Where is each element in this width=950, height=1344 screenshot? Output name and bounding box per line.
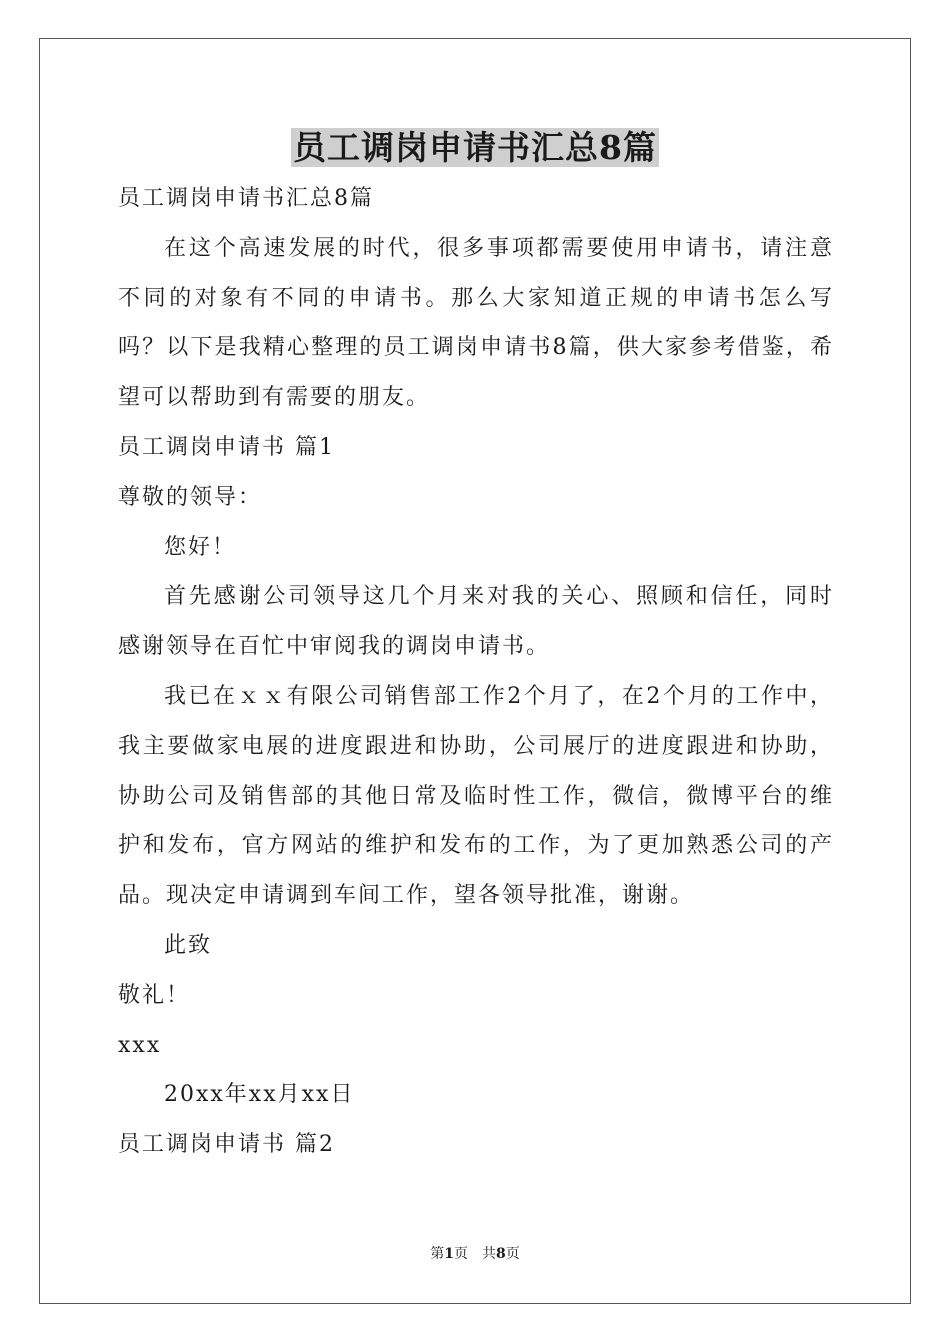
greeting: 您好！ — [164, 534, 237, 560]
document-body — [118, 174, 834, 1170]
body-paragraph-1: 首先感谢公司领导这几个月来对我的关心、照顾和信任，同时感谢领导在百忙中审阅我的调岗申请书。 — [118, 584, 834, 660]
page-current: 1 — [444, 1246, 454, 1262]
page-prefix: 第 — [430, 1246, 445, 1262]
section-heading-1: 员工调岗申请书 篇1 — [118, 434, 335, 460]
document-subtitle: 员工调岗申请书汇总8篇 — [118, 186, 374, 211]
page-total: 8 — [496, 1246, 506, 1262]
document-title — [0, 124, 950, 172]
page-footer — [0, 1244, 950, 1264]
total-prefix: 共 — [482, 1246, 496, 1262]
page-suffix: 页 — [454, 1246, 468, 1262]
document-title-text: 员工调岗申请书汇总8篇 — [293, 128, 657, 167]
closing-line-1: 此致 — [164, 932, 213, 958]
signature: xxx — [118, 1032, 162, 1058]
closing-line-2: 敬礼！ — [118, 982, 191, 1008]
total-suffix: 页 — [505, 1246, 520, 1262]
intro-paragraph: 在这个高速发展的时代，很多事项都需要使用申请书，请注意不同的对象有不同的申请书。那么大家知道正规的申请书怎么写吗？以下是我精心整理的员工调岗申请书8篇，供大家参考借鉴，希望可以帮助到有需要的朋友。 — [118, 235, 834, 411]
body-paragraph-2: 我已在ｘｘ有限公司销售部工作2个月了，在2个月的工作中，我主要做家电展的进度跟进和协助，公司展厅的进度跟进和协助，协助公司及销售部的其他日常及临时性工作，微信，微博平台的维护和发布，官方网站的维护和发布的工作，为了更加熟悉公司的产品。现决定申请调到车间工作，望各领导批准，谢谢。 — [118, 683, 834, 909]
section-heading-2: 员工调岗申请书 篇2 — [118, 1132, 335, 1158]
date-line: 20xx年xx月xx日 — [164, 1082, 355, 1108]
salutation: 尊敬的领导： — [118, 484, 263, 510]
